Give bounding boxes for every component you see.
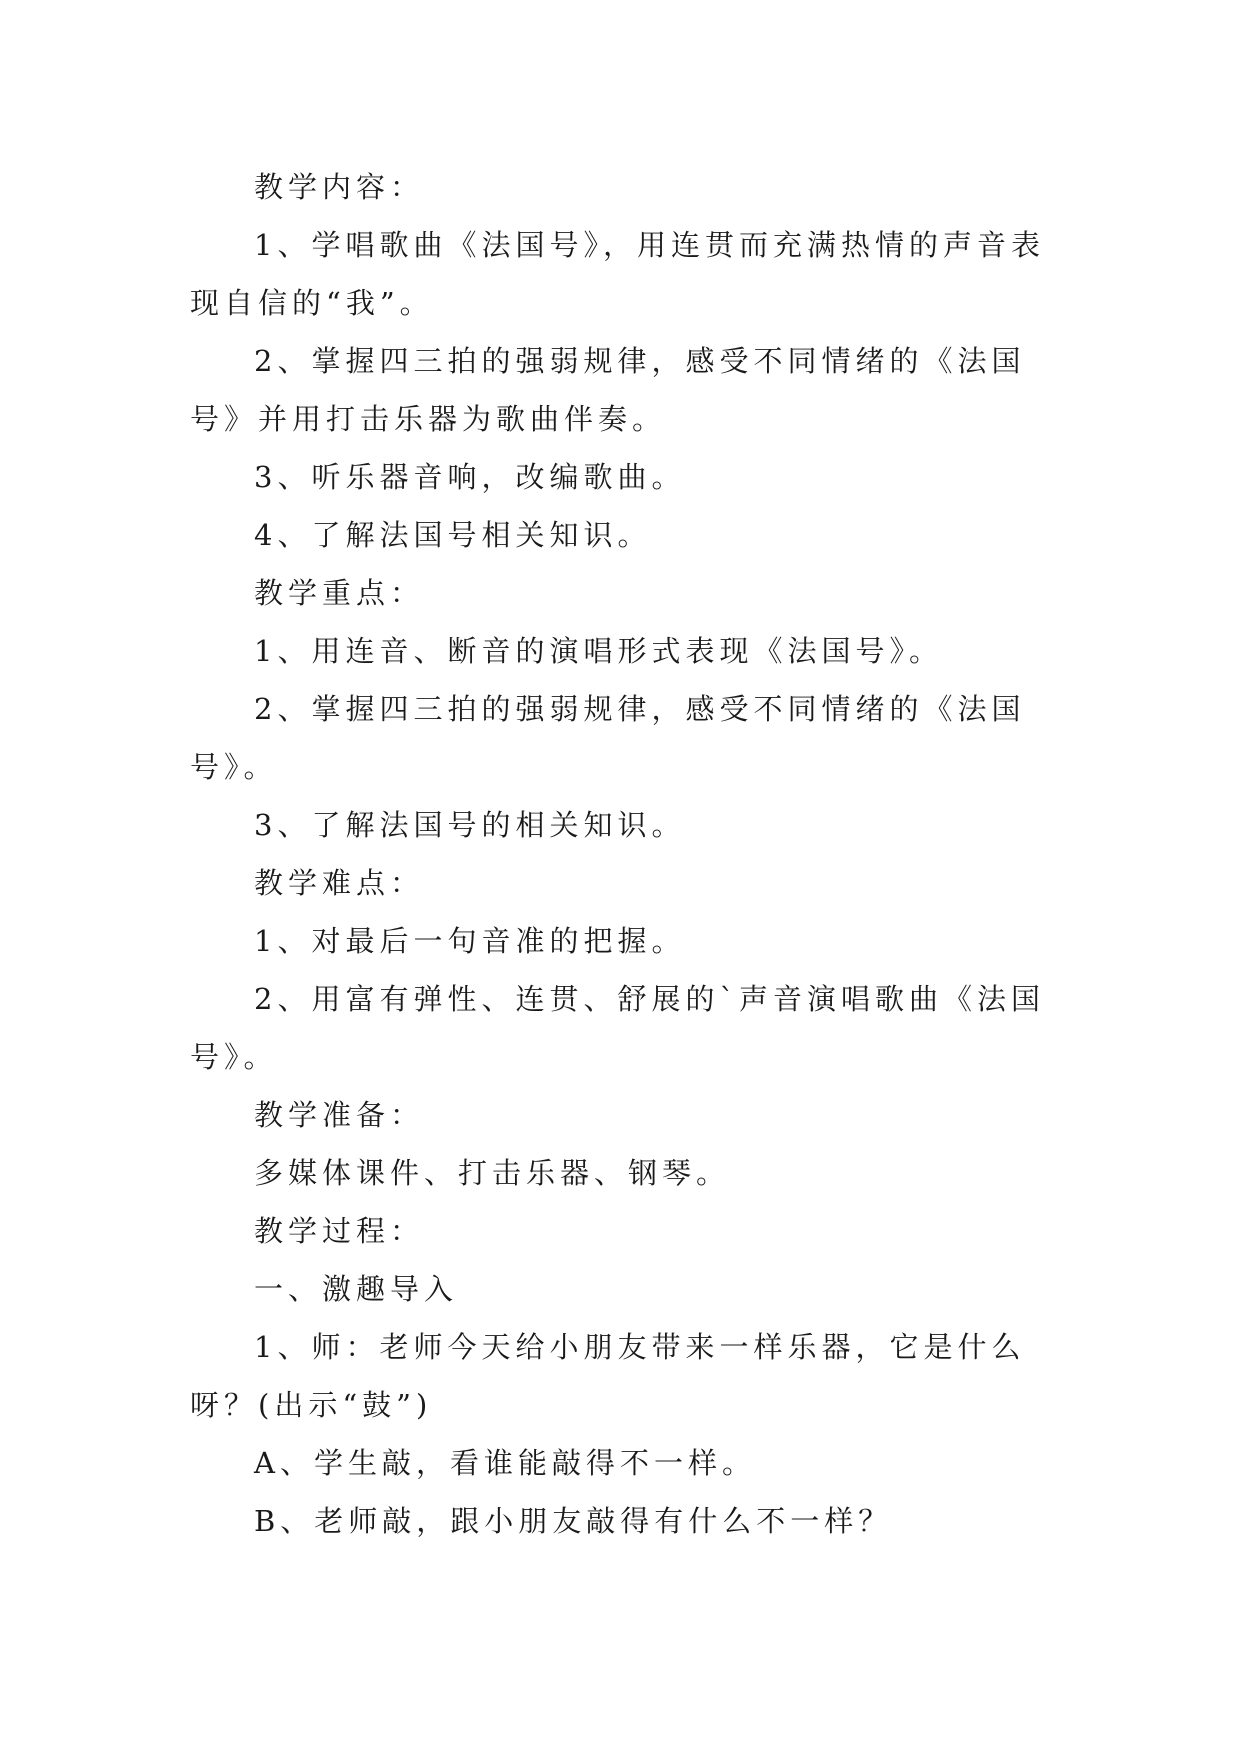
content-item-3: 3、听乐器音响，改编歌曲。 — [254, 460, 686, 494]
key-point-2: 2、掌握四三拍的强弱规律，感受不同情绪的《法国号》。 — [190, 692, 1026, 784]
preparation-item: 多媒体课件、打击乐器、钢琴。 — [254, 1156, 731, 1190]
heading-teaching-content: 教学内容： — [254, 170, 425, 204]
content-item-1: 1、学唱歌曲《法国号》，用连贯而充满热情的声音表现自信的“我”。 — [190, 228, 1045, 320]
process-step-a: A、学生敲，看谁能敲得不一样。 — [254, 1446, 756, 1480]
heading-difficulties: 教学难点： — [254, 866, 425, 900]
heading-process: 教学过程： — [254, 1214, 425, 1248]
process-step-1: 1、师：老师今天给小朋友带来一样乐器，它是什么呀？(出示“鼓”) — [190, 1330, 1026, 1422]
difficulty-1: 1、对最后一句音准的把握。 — [254, 924, 686, 958]
document-body — [190, 158, 1070, 1550]
heading-key-points: 教学重点： — [254, 576, 425, 610]
process-step-b: B、老师敲，跟小朋友敲得有什么不一样？ — [254, 1504, 893, 1538]
heading-preparation: 教学准备： — [254, 1098, 425, 1132]
process-section-1: 一、激趣导入 — [254, 1272, 459, 1306]
difficulty-2: 2、用富有弹性、连贯、舒展的`声音演唱歌曲《法国号》。 — [190, 982, 1045, 1074]
key-point-3: 3、了解法国号的相关知识。 — [254, 808, 686, 842]
content-item-4: 4、了解法国号相关知识。 — [254, 518, 652, 552]
content-item-2: 2、掌握四三拍的强弱规律，感受不同情绪的《法国号》并用打击乐器为歌曲伴奏。 — [190, 344, 1026, 436]
key-point-1: 1、用连音、断音的演唱形式表现《法国号》。 — [254, 634, 943, 668]
